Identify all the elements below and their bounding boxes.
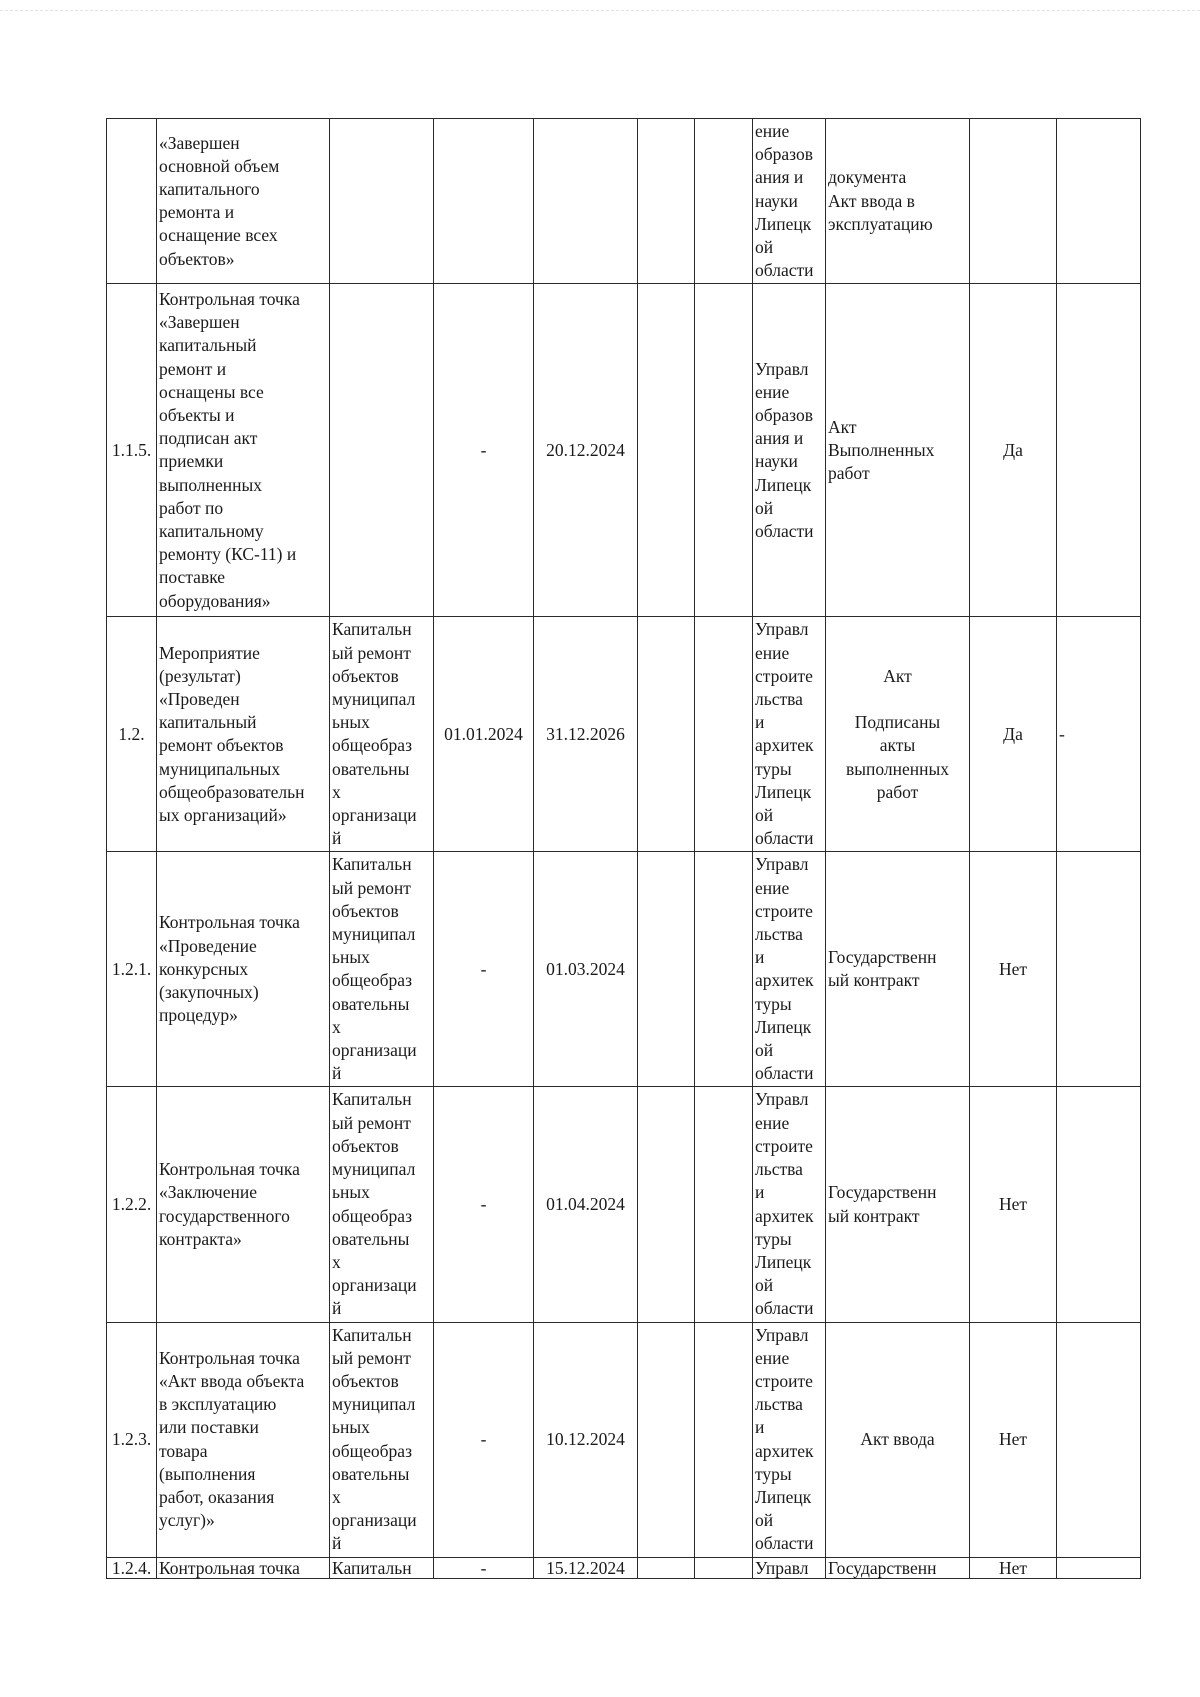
scan-page-edge xyxy=(0,10,1200,11)
end-date-cell: 31.12.2026 xyxy=(534,617,638,852)
flag-cell: Нет xyxy=(970,1322,1057,1557)
result-cell: Капитальн ый ремонт объектов муниципал ьных общеобраз овательны х организаци й xyxy=(330,1322,434,1557)
empty-cell xyxy=(638,1322,695,1557)
last-cell xyxy=(1057,119,1141,284)
end-date-cell: 20.12.2024 xyxy=(534,284,638,617)
document-cell: Государственн xyxy=(826,1557,970,1578)
flag-cell: Нет xyxy=(970,1557,1057,1578)
last-cell xyxy=(1057,1087,1141,1322)
event-name-cell: Мероприятие (результат) «Проведен капитальный ремонт объектов муниципальных общеобразовательн ых организаций» xyxy=(157,617,330,852)
end-date-cell xyxy=(534,119,638,284)
empty-cell xyxy=(695,1322,753,1557)
empty-cell xyxy=(638,284,695,617)
table-row xyxy=(107,1322,1141,1557)
row-number-cell: 1.2.1. xyxy=(107,852,157,1087)
start-date-cell: 01.01.2024 xyxy=(434,617,534,852)
flag-cell: Нет xyxy=(970,1087,1057,1322)
event-name-cell: Контрольная точка xyxy=(157,1557,330,1578)
empty-cell xyxy=(638,119,695,284)
end-date-cell: 01.03.2024 xyxy=(534,852,638,1087)
end-date-cell: 10.12.2024 xyxy=(534,1322,638,1557)
document-cell: Акт Выполненных работ xyxy=(826,284,970,617)
document-cell: документа Акт ввода в эксплуатацию xyxy=(826,119,970,284)
document-cell: Акт Подписаны акты выполненных работ xyxy=(826,617,970,852)
responsible-cell: Управл xyxy=(753,1557,826,1578)
row-number-cell: 1.2.3. xyxy=(107,1322,157,1557)
control-points-table xyxy=(106,118,1141,1579)
result-cell xyxy=(330,284,434,617)
empty-cell xyxy=(695,1557,753,1578)
row-number-cell: 1.2. xyxy=(107,617,157,852)
result-cell xyxy=(330,119,434,284)
event-name-cell: Контрольная точка «Заключение государственного контракта» xyxy=(157,1087,330,1322)
responsible-cell: Управл ение образов ания и науки Липецк ой области xyxy=(753,284,826,617)
result-cell: Капитальн ый ремонт объектов муниципал ьных общеобраз овательны х организаци й xyxy=(330,617,434,852)
last-cell xyxy=(1057,1557,1141,1578)
table-row xyxy=(107,1087,1141,1322)
flag-cell: Да xyxy=(970,284,1057,617)
end-date-cell: 01.04.2024 xyxy=(534,1087,638,1322)
start-date-cell: - xyxy=(434,1557,534,1578)
flag-cell xyxy=(970,119,1057,284)
table-row xyxy=(107,617,1141,852)
event-name-cell: Контрольная точка «Завершен капитальный ремонт и оснащены все объекты и подписан акт приемки выполненных работ по капитальному ремонту (КС-11) и поставке оборудования» xyxy=(157,284,330,617)
table-row xyxy=(107,852,1141,1087)
responsible-cell: Управл ение строите льства и архитек туры Липецк ой области xyxy=(753,1087,826,1322)
last-cell xyxy=(1057,1322,1141,1557)
row-number-cell: 1.2.4. xyxy=(107,1557,157,1578)
start-date-cell xyxy=(434,119,534,284)
result-cell: Капитальн ый ремонт объектов муниципал ьных общеобраз овательны х организаци й xyxy=(330,1087,434,1322)
responsible-cell: Управл ение строите льства и архитек туры Липецк ой области xyxy=(753,1322,826,1557)
end-date-cell: 15.12.2024 xyxy=(534,1557,638,1578)
table-row xyxy=(107,284,1141,617)
last-cell xyxy=(1057,852,1141,1087)
result-cell: Капитальн ый ремонт объектов муниципал ьных общеобраз овательны х организаци й xyxy=(330,852,434,1087)
empty-cell xyxy=(638,1087,695,1322)
row-number-cell: 1.2.2. xyxy=(107,1087,157,1322)
empty-cell xyxy=(638,617,695,852)
start-date-cell: - xyxy=(434,1087,534,1322)
event-name-cell: Контрольная точка «Акт ввода объекта в эксплуатацию или поставки товара (выполнения работ, оказания услуг)» xyxy=(157,1322,330,1557)
empty-cell xyxy=(695,119,753,284)
last-cell: - xyxy=(1057,617,1141,852)
empty-cell xyxy=(695,284,753,617)
last-cell xyxy=(1057,284,1141,617)
start-date-cell: - xyxy=(434,1322,534,1557)
empty-cell xyxy=(638,852,695,1087)
start-date-cell: - xyxy=(434,852,534,1087)
row-number-cell xyxy=(107,119,157,284)
empty-cell xyxy=(695,1087,753,1322)
table-row xyxy=(107,1557,1141,1578)
event-name-cell: «Завершен основной объем капитального ремонта и оснащение всех объектов» xyxy=(157,119,330,284)
empty-cell xyxy=(695,852,753,1087)
document-cell: Государственн ый контракт xyxy=(826,852,970,1087)
event-name-cell: Контрольная точка «Проведение конкурсных (закупочных) процедур» xyxy=(157,852,330,1087)
document-cell: Государственн ый контракт xyxy=(826,1087,970,1322)
flag-cell: Нет xyxy=(970,852,1057,1087)
responsible-cell: Управл ение строите льства и архитек туры Липецк ой области xyxy=(753,852,826,1087)
empty-cell xyxy=(695,617,753,852)
flag-cell: Да xyxy=(970,617,1057,852)
document-cell: Акт ввода xyxy=(826,1322,970,1557)
responsible-cell: Управл ение строите льства и архитек туры Липецк ой области xyxy=(753,617,826,852)
start-date-cell: - xyxy=(434,284,534,617)
result-cell: Капитальн xyxy=(330,1557,434,1578)
table-row xyxy=(107,119,1141,284)
row-number-cell: 1.1.5. xyxy=(107,284,157,617)
responsible-cell: ение образов ания и науки Липецк ой области xyxy=(753,119,826,284)
empty-cell xyxy=(638,1557,695,1578)
